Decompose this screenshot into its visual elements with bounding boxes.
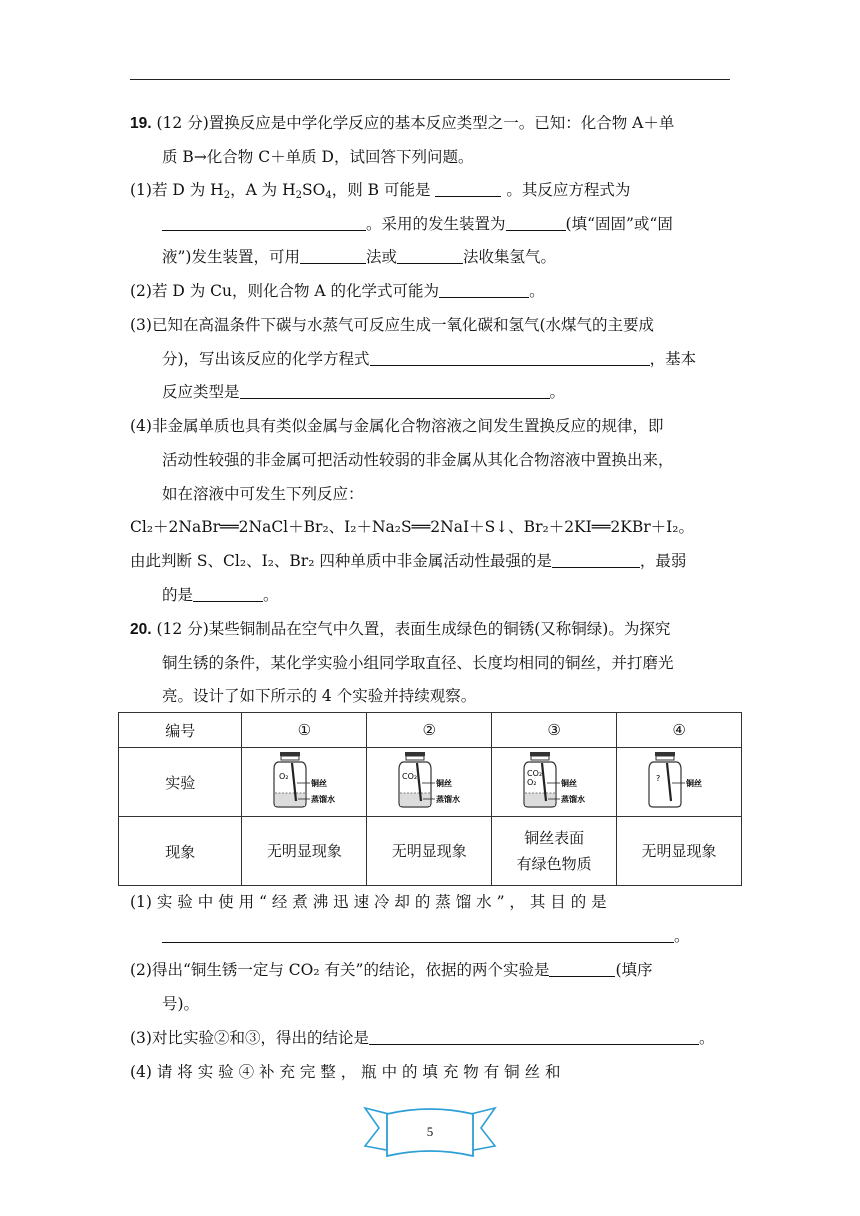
table-row <box>119 748 742 817</box>
observation-cell: 无明显现象 <box>242 817 367 886</box>
answer-blank[interactable] <box>397 248 463 264</box>
q19-header-line1: 19. (12 分)置换反应是中学化学反应的基本反应类型之一。已知：化合物 A＋单 <box>130 114 675 132</box>
header-rule <box>130 79 730 80</box>
table-row <box>119 817 742 886</box>
q19-part3-line2: 分)，写出该反应的化学方程式 ，基本 <box>162 350 697 368</box>
q20-header-line1: 20. (12 分)某些铜制品在空气中久置，表面生成绿色的铜锈(又称铜绿)。为探究 <box>130 620 671 638</box>
svg-text:铜丝: 铜丝 <box>561 779 578 788</box>
q19-number: 19. <box>130 115 152 132</box>
answer-blank[interactable] <box>435 181 501 197</box>
svg-text:铜丝: 铜丝 <box>311 779 328 788</box>
svg-text:铜丝: 铜丝 <box>436 779 453 788</box>
jar-co2-water-icon <box>379 749 479 811</box>
answer-blank[interactable] <box>240 383 550 399</box>
table-row-label: 实验 <box>119 748 242 817</box>
q19-part4-line2: 活动性较强的非金属可把活动性较弱的非金属从其化合物溶液中置换出来， <box>162 451 674 469</box>
experiment-table <box>118 712 742 886</box>
q19-part4-line1: (4)非金属单质也具有类似金属与金属化合物溶液之间发生置换反应的规律，即 <box>130 417 664 435</box>
experiment-2-jar <box>367 748 492 817</box>
q20-part3: (3)对比实验②和③，得出的结论是 。 <box>130 1029 715 1047</box>
q20-part2-line2: 号)。 <box>162 995 200 1013</box>
q19-part1-line3: 液”)发生装置，可用 法或 法收集氢气。 <box>162 248 557 266</box>
answer-blank[interactable] <box>193 586 263 602</box>
answer-blank[interactable] <box>439 282 529 298</box>
svg-text:铜丝: 铜丝 <box>686 779 703 788</box>
q19-part3-line3: 反应类型是 。 <box>162 383 566 401</box>
observation-cell: 无明显现象 <box>367 817 492 886</box>
answer-blank[interactable] <box>162 215 366 231</box>
q19-part3-line1: (3)已知在高温条件下碳与水蒸气可反应生成一氧化碳和氢气(水煤气的主要成 <box>130 316 655 334</box>
jar-o2-water-icon <box>254 749 354 811</box>
q20-header-line3: 亮。设计了如下所示的 4 个实验并持续观察。 <box>162 687 477 705</box>
experiment-3-jar <box>492 748 617 817</box>
q20-part1-line2: 。 <box>162 925 730 947</box>
jar-gas-label: CO₂ <box>402 772 418 781</box>
table-row <box>119 713 742 748</box>
q19-part4-question-end: 的是 。 <box>162 586 279 604</box>
jar-gas-label: O₂ <box>527 778 537 787</box>
table-row-label: 现象 <box>119 817 242 886</box>
page-footer <box>355 1102 505 1162</box>
jar-gas-label: ? <box>656 774 661 783</box>
q20-part4: (4) 请 将 实 验 ④ 补 充 完 整 ， 瓶 中 的 填 充 物 有 铜 丝 和 <box>130 1063 561 1081</box>
q19-part2: (2)若 D 为 Cu，则化合物 A 的化学式可能为 。 <box>130 282 545 300</box>
experiment-id: ③ <box>492 713 617 748</box>
q19-part1-line2: 。采用的发生装置为 (填“固固”或“固 <box>162 213 730 235</box>
svg-text:蒸馏水: 蒸馏水 <box>436 795 461 804</box>
q19-part4-line3: 如在溶液中可发生下列反应： <box>162 485 364 503</box>
jar-unknown-icon <box>629 749 729 811</box>
q20-part1-line1: (1) 实 验 中 使 用 “ 经 煮 沸 迅 速 冷 却 的 蒸 馏 水 ” ， 其 目 的 是 <box>130 893 607 911</box>
q19-header-line2: 质 B→化合物 C＋单质 D，试回答下列问题。 <box>162 148 474 166</box>
page-number: 5 <box>426 1124 434 1139</box>
q19-part4-question: 由此判断 S、Cl₂、I₂、Br₂ 四种单质中非金属活动性最强的是 ，最弱 <box>130 552 687 570</box>
jar-gas-label: CO₂ <box>527 769 543 778</box>
answer-blank[interactable] <box>506 215 566 231</box>
table-header-cell: 编号 <box>119 713 242 748</box>
observation-cell: 无明显现象 <box>617 817 742 886</box>
experiment-1-jar <box>242 748 367 817</box>
jar-gas-label: O₂ <box>279 772 289 781</box>
q20-header-line2: 铜生锈的条件，某化学实验小组同学取直径、长度均相同的铜丝，并打磨光 <box>162 654 674 672</box>
q19-part1-line1: (1)若 D 为 $H_2$，A 为 $H_2SO_4$，则 B 可能是 。其反应方程式为 <box>130 181 631 201</box>
q19-equations: Cl₂＋2NaBr══2NaCl＋Br₂、I₂＋Na₂S══2NaI＋S↓、Br₂＋2KI══2KBr＋I₂。 <box>130 518 695 536</box>
q20-part2-line1: (2)得出“铜生锈一定与 CO₂ 有关”的结论，依据的两个实验是 (填序 <box>130 961 653 979</box>
answer-blank[interactable] <box>300 248 366 264</box>
answer-blank[interactable] <box>549 961 615 977</box>
answer-blank[interactable] <box>162 927 674 943</box>
observation-cell: 铜丝表面 有绿色物质 <box>492 817 617 886</box>
answer-blank[interactable] <box>370 350 650 366</box>
answer-blank[interactable] <box>552 552 640 568</box>
answer-blank[interactable] <box>369 1029 699 1045</box>
q20-number: 20. <box>130 621 152 638</box>
experiment-4-jar <box>617 748 742 817</box>
experiment-id: ④ <box>617 713 742 748</box>
experiment-id: ② <box>367 713 492 748</box>
svg-text:蒸馏水: 蒸馏水 <box>561 795 586 804</box>
svg-text:蒸馏水: 蒸馏水 <box>311 795 336 804</box>
experiment-id: ① <box>242 713 367 748</box>
jar-co2-o2-water-icon <box>504 749 604 811</box>
